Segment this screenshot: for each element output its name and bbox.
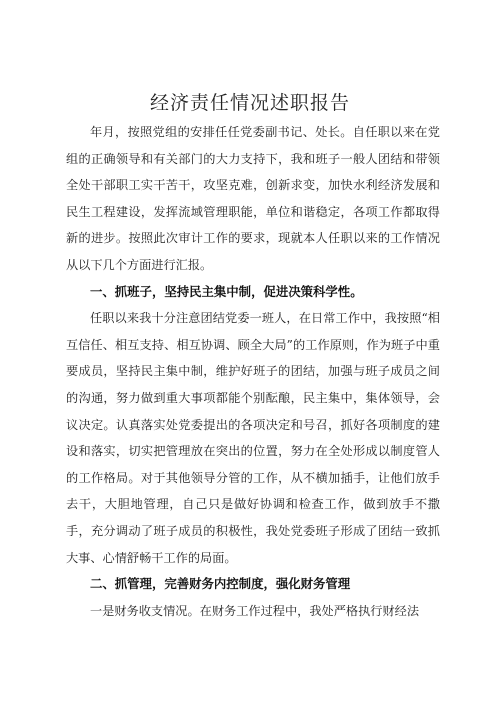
section-heading-1: 一、抓班子，坚持民主集中制，促进决策科学性。 [90,283,363,299]
document-title: 经济责任情况述职报告 [149,92,350,114]
section-heading-2: 二、抓管理，完善财务内控制度，强化财务管理 [90,576,351,592]
intro-paragraph: 年月，按照党组的安排任任党委副书记、处长。自任职以来在党组的正确领导和有关部门的大力支持下，我和班子一般人团结和带领全处干部职工实干苦干，攻坚克难，创新求变，加快水利经济发展和民生工程建设，发挥流域管理职能，单位和谐稳定，各项工作都取得新的进步。按照此次审计工作的要求，现就本人任职以来的工作情况从以下几个方面进行汇报。 [66,125,440,272]
section-2-paragraph: 一是财务收支情况。在财务工作过程中，我处严格执行财经法 [90,603,420,618]
section-1-paragraph: 任职以来我十分注意团结党委一班人，在日常工作中，我按照“相互信任、相互支持、相互协调、顾全大局”的工作原则，作为班子中重要成员，坚持民主集中制，维护好班子的团结，加强与班子成员之间的沟通，努力做到重大事项都能个别酝酿，民主集中，集体领导，会议决定。认真落实处党委提出的各项决定和号召，抓好各项制度的建设和落实，切实把管理放在突出的位置，努力在全处形成以制度管人的工作格局。对于其他领导分管的工作，从不横加插手，让他们放手去干，大胆地管理，自己只是做好协调和检查工作，做到放手不撒手，充分调动了班子成员的积极性，我处党委班子形成了团结一致抓大事、心情舒畅干工作的局面。 [66,311,440,565]
document-body [66,119,440,624]
